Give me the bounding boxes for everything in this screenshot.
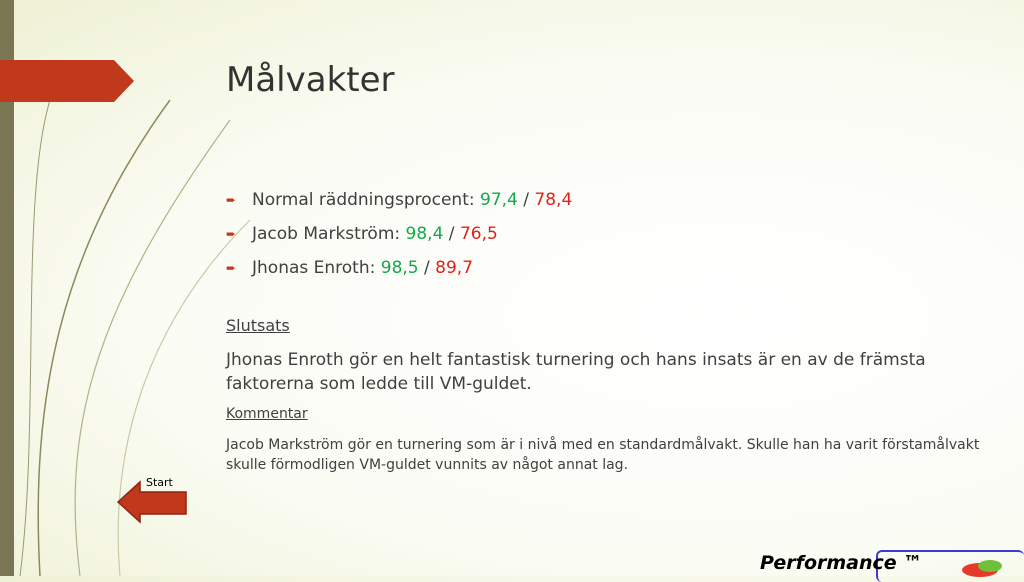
bullet-label: Jhonas Enroth:	[252, 258, 381, 278]
logo-emblem-icon	[956, 556, 1006, 578]
kommentar-text: Jacob Markström gör en turnering som är i nivå med en standardmålvakt. Skulle han ha varit förstamålvakt skulle förmodligen VM-guldet vunnits av något annat lag.	[226, 437, 980, 473]
arrow-bullet-icon: ➨	[226, 261, 237, 275]
separator: /	[517, 190, 535, 210]
separator: /	[418, 258, 436, 278]
slide-title: Målvakter	[226, 60, 395, 100]
list-item	[226, 183, 572, 217]
value-green: 98,5	[380, 258, 419, 278]
logo-text: Performance ™	[760, 552, 923, 574]
value-red: 76,5	[459, 224, 498, 244]
title-accent-tab	[0, 60, 134, 102]
slutsats-text: Jhonas Enroth gör en helt fantastisk turnering och hans insats är en av de främsta faktorerna som ledde till VM-guldet.	[226, 350, 926, 394]
performance-logo	[760, 548, 1024, 576]
value-red: 78,4	[534, 190, 573, 210]
value-green: 98,4	[405, 224, 444, 244]
slutsats-heading: Slutsats	[226, 316, 290, 335]
separator: /	[443, 224, 460, 244]
start-label: Start	[146, 476, 173, 489]
stats-list	[226, 183, 572, 285]
bullet-label: Jacob Markström:	[252, 224, 406, 244]
value-green: 97,4	[480, 190, 518, 210]
arrow-bullet-icon: ➨	[226, 193, 237, 207]
list-item	[226, 217, 572, 251]
start-button[interactable]	[116, 476, 190, 526]
bullet-label: Normal räddningsprocent:	[252, 190, 481, 210]
kommentar-heading: Kommentar	[226, 406, 308, 422]
arrow-bullet-icon: ➨	[226, 227, 237, 241]
list-item	[226, 251, 572, 285]
value-red: 89,7	[435, 258, 474, 278]
